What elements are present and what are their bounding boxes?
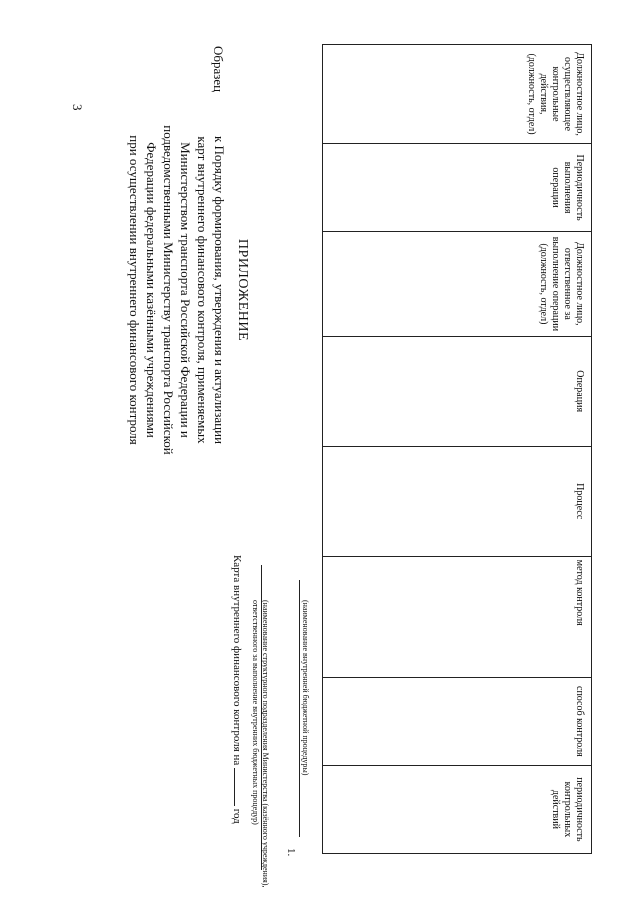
procedure-name-line	[299, 580, 300, 837]
appendix-line: при осуществлении внутреннего финансового контроля	[127, 135, 142, 445]
control-card-table	[322, 44, 592, 854]
procedure-name-hint: (наименование внутренней бюджетной процедуры)	[301, 600, 310, 776]
unit-name-hint-line: ответственного за выполнение внутренних бюджетных процедур)	[251, 600, 260, 825]
header-controller: Должностное лицо, осуществляющее контрольные действия, (должность, отдел)	[323, 45, 592, 144]
header-responsible: Должностное лицо, ответственное за выполнение операции (должность, отдел)	[323, 232, 592, 337]
unit-name-hint	[250, 600, 270, 887]
procedure-number: 1.	[285, 848, 297, 857]
appendix-line: к Порядку формирования, утверждения и актуализации	[212, 135, 227, 445]
header-operation: Операция	[323, 336, 592, 446]
header-process: Процесс	[323, 446, 592, 556]
sample-label: Образец	[211, 46, 226, 93]
header-periodicity: Периодичность выполнения операции	[323, 144, 592, 232]
card-title-prefix: Карта внутреннего финансового контроля на	[231, 555, 243, 766]
card-title	[231, 555, 245, 824]
appendix-heading: ПРИЛОЖЕНИЕ	[235, 238, 250, 342]
page-number: 3	[70, 104, 85, 111]
appendix-block	[126, 110, 250, 470]
appendix-line: Министерством транспорта Российской Федерации и	[178, 142, 193, 438]
unit-name-hint-line: (наименование структурного подразделения Министерства (казённого учреждения),	[261, 600, 270, 888]
header-method: метод контроля	[323, 556, 592, 677]
appendix-line: карт внутреннего финансового контроля, применяемых	[195, 136, 210, 444]
header-way: способ контроля	[323, 677, 592, 765]
header-row	[323, 45, 592, 854]
appendix-line: Федерации федеральными казёнными учреждениями	[144, 142, 159, 438]
header-control-periodicity: периодичность контрольных действий	[323, 765, 592, 853]
card-title-suffix: год	[231, 808, 243, 824]
year-blank	[234, 768, 245, 806]
appendix-line: подведомственными Министерству транспорта Российской	[161, 125, 176, 455]
